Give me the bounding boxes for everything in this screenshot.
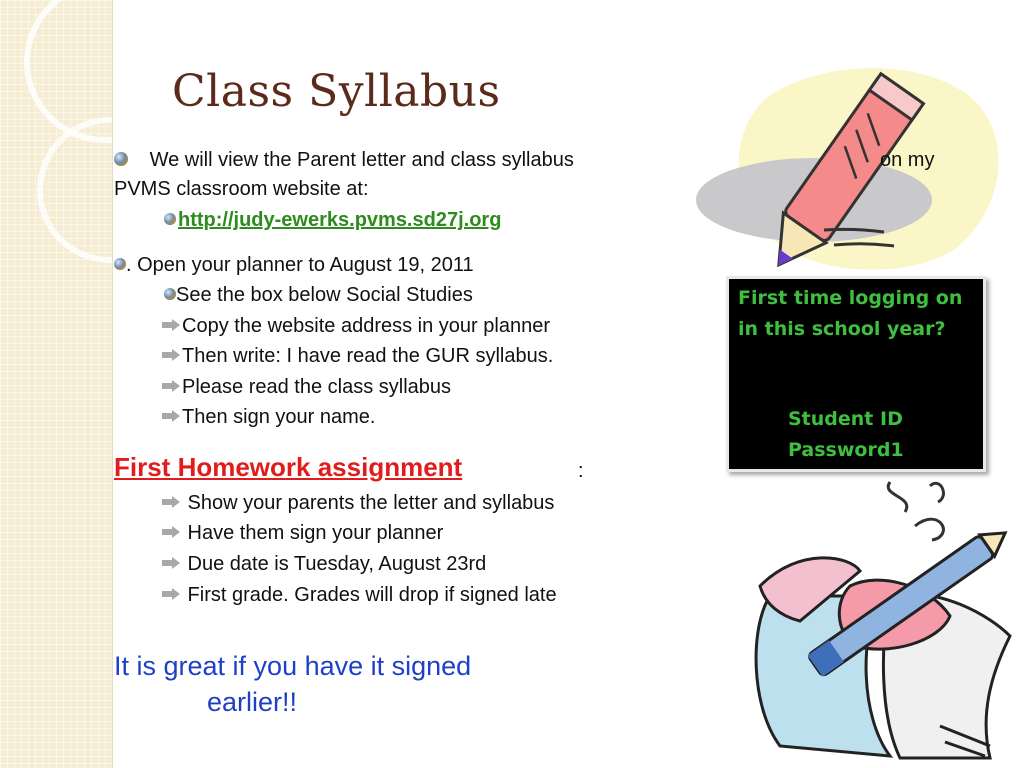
sidebar-circles-graphic — [0, 0, 112, 768]
closing-line-1: It is great if you have it signed — [114, 651, 472, 681]
homework-item-text: First grade. Grades will drop if signed late — [182, 584, 557, 606]
homework-item — [162, 521, 443, 545]
intro-line-2: PVMS classroom website at: — [114, 178, 369, 200]
orb-bullet-icon — [164, 213, 176, 225]
planner-step — [162, 405, 375, 429]
homework-title: First Homework assignment — [114, 452, 463, 482]
arrow-bullet-icon — [162, 526, 180, 538]
login-credentials — [788, 404, 904, 466]
password-label: Password1 — [788, 439, 904, 461]
planner-step-text: Then write: I have read the GUR syllabus. — [182, 345, 554, 367]
planner-heading — [114, 253, 474, 277]
planner-step-text: Please read the class syllabus — [182, 376, 452, 398]
website-link[interactable]: http://judy-ewerks.pvms.sd27j.org — [178, 209, 502, 231]
writing-hand-clipart-icon — [740, 476, 1024, 768]
arrow-bullet-icon — [162, 588, 180, 600]
arrow-bullet-icon — [162, 496, 180, 508]
closing-message — [114, 648, 471, 720]
arrow-bullet-icon — [162, 410, 180, 422]
arrow-bullet-icon — [162, 380, 180, 392]
arrow-bullet-icon — [162, 349, 180, 361]
orb-bullet-icon — [164, 288, 176, 300]
login-question: First time logging on in this school year? — [738, 287, 963, 340]
closing-line-2: earlier!! — [207, 687, 298, 717]
login-info-box — [726, 276, 986, 472]
arrow-bullet-icon — [162, 319, 180, 331]
planner-heading-text: . Open your planner to August 19, 2011 — [126, 254, 474, 276]
orb-bullet-icon — [114, 258, 126, 270]
intro-text-right: on my — [880, 149, 935, 171]
homework-colon: : — [578, 460, 584, 482]
planner-step — [162, 314, 550, 338]
homework-item — [162, 552, 486, 576]
planner-sub-1 — [164, 283, 473, 307]
url-line — [164, 208, 501, 232]
decorative-sidebar — [0, 0, 113, 768]
pencil-clipart-icon — [694, 60, 1024, 280]
homework-item — [162, 491, 554, 515]
student-id-label: Student ID — [788, 408, 903, 430]
planner-sub-1-text: See the box below Social Studies — [176, 284, 473, 306]
arrow-bullet-icon — [162, 557, 180, 569]
homework-item — [162, 583, 557, 607]
planner-step — [162, 375, 451, 399]
slide-title: Class Syllabus — [172, 66, 501, 117]
homework-item-text: Show your parents the letter and syllabus — [182, 492, 555, 514]
intro-line-1 — [114, 148, 574, 172]
planner-step — [162, 344, 553, 368]
planner-step-text: Copy the website address in your planner — [182, 315, 550, 337]
planner-step-text: Then sign your name. — [182, 406, 376, 428]
homework-item-text: Due date is Tuesday, August 23rd — [182, 553, 487, 575]
homework-item-text: Have them sign your planner — [182, 522, 444, 544]
orb-bullet-icon — [114, 152, 128, 166]
intro-text-left: We will view the Parent letter and class syllabus — [149, 149, 574, 171]
